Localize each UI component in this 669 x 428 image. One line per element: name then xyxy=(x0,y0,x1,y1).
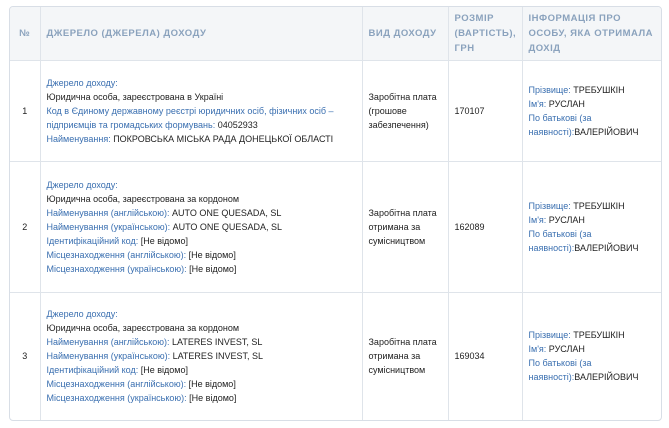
income-amount-cell: 169034 xyxy=(448,292,522,420)
income-amount-cell: 162089 xyxy=(448,161,522,292)
header-source: ДЖЕРЕЛО (ДЖЕРЕЛА) ДОХОДУ xyxy=(40,7,362,60)
surname-value: ТРЕБУШКІН xyxy=(570,84,625,95)
income-type-cell: Заробітна плата отримана за сумісництвом xyxy=(362,161,448,292)
firstname-value: РУСЛАН xyxy=(546,98,585,109)
row-number: 1 xyxy=(10,60,40,161)
surname-label: Прізвище: xyxy=(528,330,571,341)
name-en-value: AUTO ONE QUESADA, SL xyxy=(169,207,282,218)
patronymic-value: ВАЛЕРІЙОВИЧ xyxy=(574,242,639,253)
source-value: Юридична особа, зареєстрована за кордоном xyxy=(46,323,240,334)
income-source-cell xyxy=(40,161,362,292)
name-uk-label: Найменування (українською): xyxy=(46,351,171,362)
income-source-cell xyxy=(40,292,362,420)
firstname-value: РУСЛАН xyxy=(546,214,585,225)
firstname-value: РУСЛАН xyxy=(546,344,585,355)
income-table-container xyxy=(9,6,662,421)
registry-code-label: Код в Єдиному державному реєстрі юридичних осіб, фізичних осіб – підприємців та громадських формувань: xyxy=(46,105,334,130)
name-uk-label: Найменування (українською): xyxy=(46,221,171,232)
header-number: № xyxy=(10,7,40,60)
name-en-label: Найменування (англійською): xyxy=(46,207,170,218)
source-label: Джерело доходу: xyxy=(46,179,118,190)
income-table xyxy=(10,7,662,420)
income-type-cell: Заробітна плата отримана за сумісництвом xyxy=(362,292,448,420)
row-number: 3 xyxy=(10,292,40,420)
income-source-cell xyxy=(40,60,362,161)
header-income-type: ВИД ДОХОДУ xyxy=(362,7,448,60)
recipient-cell xyxy=(522,161,662,292)
firstname-label: Ім'я: xyxy=(528,344,547,355)
location-uk-value: [Не відомо] xyxy=(186,393,237,404)
location-uk-label: Місцезнаходження (українською): xyxy=(46,393,187,404)
row-number: 2 xyxy=(10,161,40,292)
source-label: Джерело доходу: xyxy=(46,77,118,88)
firstname-label: Ім'я: xyxy=(528,214,547,225)
table-header-row xyxy=(10,7,662,60)
source-value: Юридична особа, зареєстрована за кордоном xyxy=(46,193,240,204)
patronymic-value: ВАЛЕРІЙОВИЧ xyxy=(574,372,639,383)
patronymic-value: ВАЛЕРІЙОВИЧ xyxy=(574,126,639,137)
id-code-value: [Не відомо] xyxy=(138,235,188,246)
patronymic-label: По батькові (за наявності): xyxy=(528,228,592,253)
header-recipient: ІНФОРМАЦІЯ ПРО ОСОБУ, ЯКА ОТРИМАЛА ДОХІД xyxy=(522,7,662,60)
location-en-label: Місцезнаходження (англійською): xyxy=(46,249,187,260)
recipient-cell xyxy=(522,60,662,161)
location-en-value: [Не відомо] xyxy=(186,379,236,390)
surname-label: Прізвище: xyxy=(528,84,571,95)
id-code-label: Ідентифікаційний код: xyxy=(46,235,139,246)
table-row xyxy=(10,60,662,161)
header-amount: РОЗМІР (ВАРТІСТЬ), ГРН xyxy=(448,7,522,60)
name-uk-value: AUTO ONE QUESADA, SL xyxy=(170,221,282,232)
surname-value: ТРЕБУШКІН xyxy=(570,200,625,211)
location-uk-label: Місцезнаходження (українською): xyxy=(46,263,187,274)
location-en-label: Місцезнаходження (англійською): xyxy=(46,379,187,390)
firstname-label: Ім'я: xyxy=(528,98,547,109)
table-row xyxy=(10,161,662,292)
org-name-value: ПОКРОВСЬКА МІСЬКА РАДА ДОНЕЦЬКОЇ ОБЛАСТІ xyxy=(110,133,334,144)
id-code-value: [Не відомо] xyxy=(138,365,188,376)
location-en-value: [Не відомо] xyxy=(186,249,236,260)
surname-label: Прізвище: xyxy=(528,200,571,211)
source-value: Юридична особа, зареєстрована в Україні xyxy=(46,91,224,102)
location-uk-value: [Не відомо] xyxy=(186,263,237,274)
income-type-cell: Заробітна плата (грошове забезпечення) xyxy=(362,60,448,161)
source-label: Джерело доходу: xyxy=(46,309,118,320)
name-uk-value: LATERES INVEST, SL xyxy=(170,351,263,362)
surname-value: ТРЕБУШКІН xyxy=(570,330,625,341)
org-name-label: Найменування: xyxy=(46,133,111,144)
table-row xyxy=(10,292,662,420)
registry-code-value: 04052933 xyxy=(215,119,258,130)
name-en-label: Найменування (англійською): xyxy=(46,337,170,348)
recipient-cell xyxy=(522,292,662,420)
patronymic-label: По батькові (за наявності): xyxy=(528,112,592,137)
id-code-label: Ідентифікаційний код: xyxy=(46,365,139,376)
name-en-value: LATERES INVEST, SL xyxy=(169,337,263,348)
income-amount-cell: 170107 xyxy=(448,60,522,161)
patronymic-label: По батькові (за наявності): xyxy=(528,358,592,383)
